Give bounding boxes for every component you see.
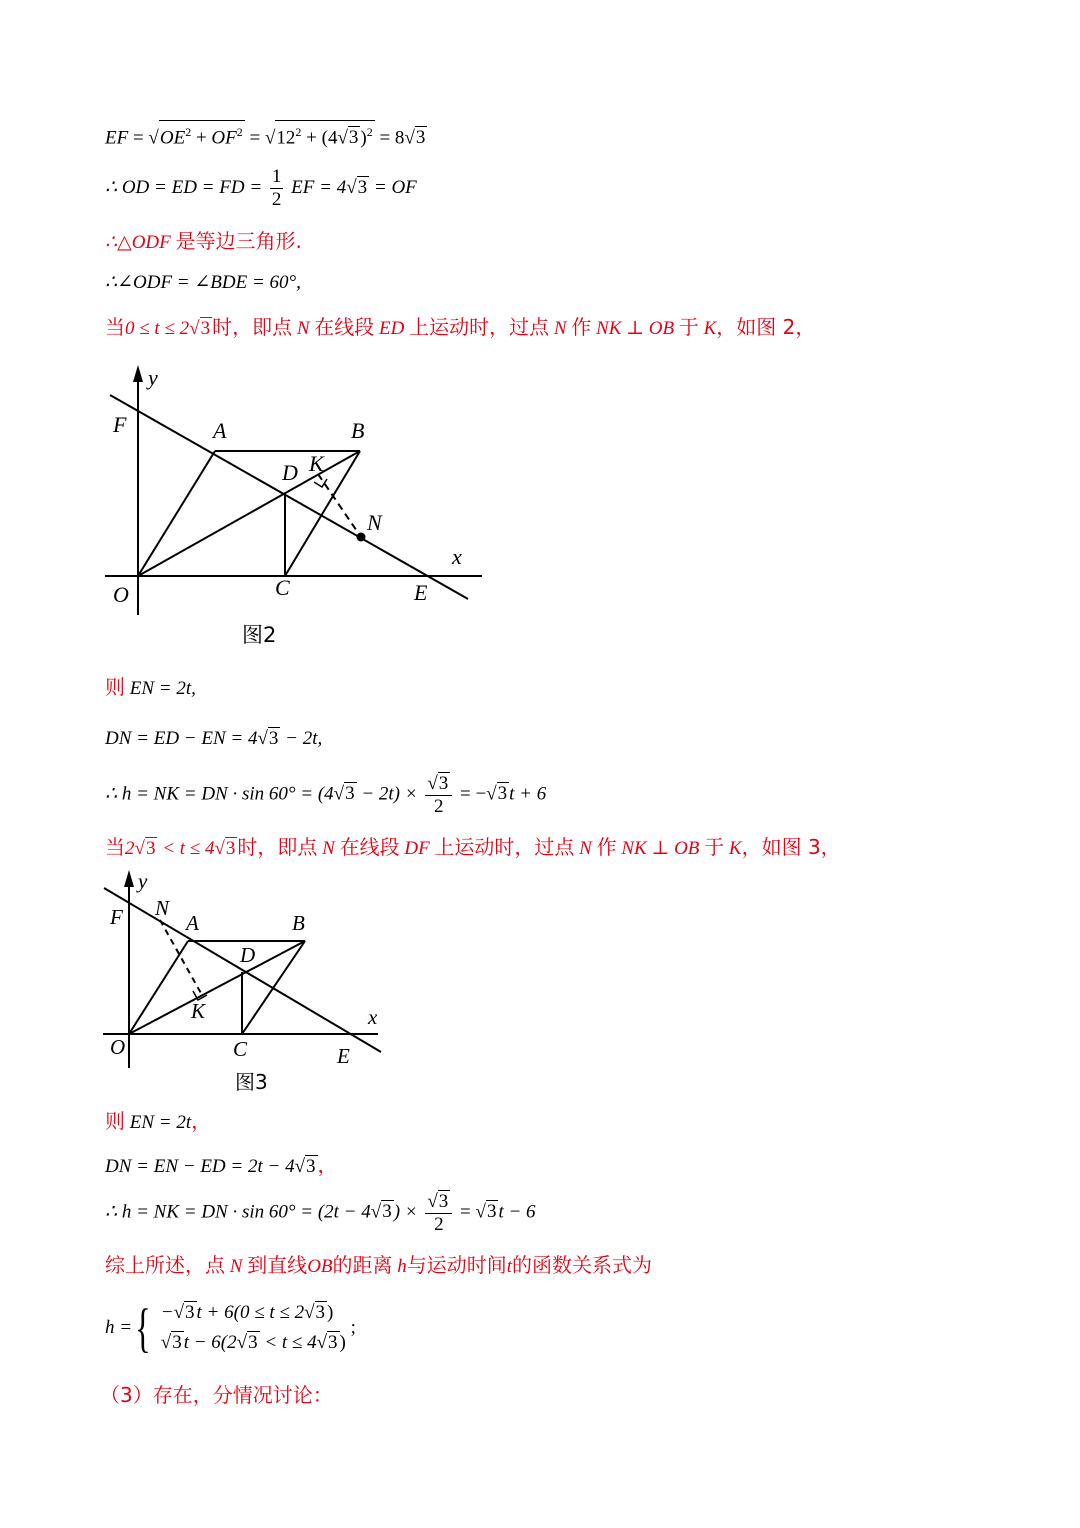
y-axis-arrow [124,870,134,887]
en-line-1: 则 EN = 2t, [105,675,196,699]
summary-line: 综上所述，点 N 到直线OB的距离 h与运动时间t的函数关系式为 [105,1253,653,1277]
label-x: x [452,544,462,569]
fraction-root3-over-2: $\frac{√3}{2}$ [425,772,452,818]
label-n: N [155,896,170,920]
label-c: C [233,1037,248,1061]
piecewise-cases: −√3 t + 6(0 ≤ t ≤ 2√3 ) √3 t − 6(2√3 < t ≤ 4√3 ) [160,1302,346,1353]
figure-2 [95,362,495,662]
label-e: E [337,1044,350,1068]
segment-oa [138,451,215,576]
h-line-2: ∴ h = NK = DN · sin 60° = (2t − 4√3 ) × $\frac{√3}{2}$ = √3 t − 6 [105,1191,536,1235]
figure-3-caption: 图3 [235,1070,268,1094]
fraction-root3-over-2: $\frac{√3}{2}$ [425,1190,452,1236]
segment-ob [138,451,360,576]
label-b: B [292,911,305,935]
label-k: K [309,451,324,476]
label-b: B [351,418,365,443]
label-c: C [275,575,290,600]
dn-line-1: DN = ED − EN = 4√3 − 2t, [105,728,323,749]
h-line-1: ∴ h = NK = DN · sin 60° = (4√3 − 2t) × $\frac{√3}{2}$ = −√3 t + 6 [105,773,547,817]
part3-heading: （3）存在，分情况讨论： [100,1383,333,1407]
label-f: F [110,905,123,929]
label-e: E [414,580,428,605]
label-a: A [213,418,227,443]
figure-3 [95,866,395,1096]
label-a: A [186,911,199,935]
dn-line-2: DN = EN − ED = 2t − 4√3 ， [105,1153,338,1177]
y-axis-arrow [133,365,143,382]
piecewise-function: h ={ −√3 t + 6(0 ≤ t ≤ 2√3 ) √3 t − 6(2√3 < t ≤ 4√3 ) ; [105,1298,356,1358]
equilateral-conclusion: ∴△ODF 是等边三角形. [105,229,302,253]
label-d: D [240,943,256,967]
label-o: O [110,1035,126,1059]
fraction-half: $\frac{1}{2}$ [271,166,282,210]
label-d: D [282,460,298,485]
segment-oa [129,941,188,1034]
en-line-2: 则 EN = 2t， [105,1109,212,1133]
label-y: y [148,365,158,390]
case1-heading: 当0 ≤ t ≤ 2√3 时，即点 N 在线段 ED 上运动时，过点 N 作 NK ⊥ OB 于 K，如图 2， [105,315,816,339]
case2-heading: 当2√3 < t ≤ 4√3 时，即点 N 在线段 DF 上运动时，过点 N 作 NK ⊥ OB 于 K，如图 3， [105,835,841,859]
label-y: y [138,869,148,893]
od-formula: ∴ OD = ED = FD = $\frac{1}{2}$ EF = 4√3 = OF [105,166,417,210]
label-k: K [191,999,206,1023]
label-o: O [113,582,129,607]
figure-2-caption: 图2 [242,623,277,647]
label-f: F [113,412,127,437]
ef-formula: EF = $√OE^2 + OF^2 = √12^2 + (4√3$ )$^2$ = 8√3 [105,120,427,151]
point-n [357,533,366,542]
label-x: x [368,1005,378,1029]
angle-line: ∴∠ODF = ∠BDE = 60°, [105,272,301,293]
label-n: N [367,510,382,535]
